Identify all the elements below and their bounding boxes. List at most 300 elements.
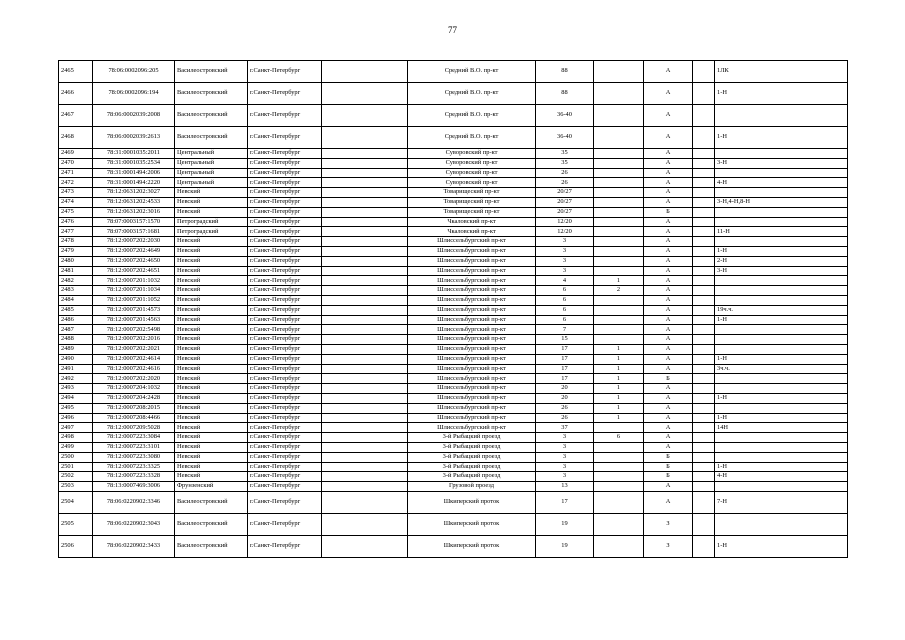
premises-cell <box>715 482 848 492</box>
city-cell: г.Санкт-Петербург <box>248 197 322 207</box>
premises-cell: 11-Н <box>715 227 848 237</box>
building-number-cell <box>594 423 644 433</box>
table-row <box>59 286 848 296</box>
city-cell: г.Санкт-Петербург <box>248 83 322 105</box>
district-cell: Невский <box>175 256 248 266</box>
street-cell: Шлиссельбургский пр-кт <box>408 403 536 413</box>
district-cell: Невский <box>175 266 248 276</box>
building-number-cell: 2 <box>594 286 644 296</box>
premises-cell <box>715 217 848 227</box>
city-cell: г.Санкт-Петербург <box>248 403 322 413</box>
table-row <box>59 178 848 188</box>
house-number-cell: 17 <box>536 354 594 364</box>
district-cell: Невский <box>175 315 248 325</box>
letter-cell: А <box>644 393 693 403</box>
city-cell: г.Санкт-Петербург <box>248 413 322 423</box>
house-number-cell: 3 <box>536 246 594 256</box>
street-cell: Суворовский пр-кт <box>408 168 536 178</box>
city-cell: г.Санкт-Петербург <box>248 207 322 217</box>
row-number-cell: 2486 <box>59 315 93 325</box>
district-cell: Невский <box>175 246 248 256</box>
house-number-cell: 17 <box>536 374 594 384</box>
empty-cell-cell <box>322 158 408 168</box>
cadastral-number-cell: 78:12:0007202:2016 <box>93 335 175 345</box>
table-row <box>59 452 848 462</box>
house-number-cell: 17 <box>536 344 594 354</box>
empty-cell-cell <box>322 286 408 296</box>
district-cell: Невский <box>175 276 248 286</box>
empty-cell-cell <box>322 364 408 374</box>
district-cell: Василеостровский <box>175 61 248 83</box>
building-number-cell <box>594 207 644 217</box>
premises-cell <box>715 403 848 413</box>
table-row <box>59 83 848 105</box>
table-row <box>59 207 848 217</box>
letter-cell: З <box>644 513 693 535</box>
street-cell: Чкаловский пр-кт <box>408 227 536 237</box>
row-number-cell: 2494 <box>59 393 93 403</box>
table-row <box>59 315 848 325</box>
empty-cell-cell <box>693 423 715 433</box>
row-number-cell: 2479 <box>59 246 93 256</box>
street-cell: Шлиссельбургский пр-кт <box>408 295 536 305</box>
district-cell: Петроградский <box>175 227 248 237</box>
empty-cell-cell <box>693 535 715 557</box>
city-cell: г.Санкт-Петербург <box>248 335 322 345</box>
premises-cell <box>715 344 848 354</box>
empty-cell-cell <box>693 403 715 413</box>
row-number-cell: 2471 <box>59 168 93 178</box>
premises-cell <box>715 149 848 159</box>
house-number-cell: 35 <box>536 149 594 159</box>
house-number-cell: 88 <box>536 61 594 83</box>
district-cell: Невский <box>175 384 248 394</box>
house-number-cell: 3 <box>536 472 594 482</box>
letter-cell: Б <box>644 472 693 482</box>
empty-cell-cell <box>693 442 715 452</box>
empty-cell-cell <box>322 482 408 492</box>
street-cell: Средний В.О. пр-кт <box>408 83 536 105</box>
building-number-cell <box>594 149 644 159</box>
district-cell: Невский <box>175 423 248 433</box>
letter-cell: Б <box>644 462 693 472</box>
letter-cell: Б <box>644 452 693 462</box>
street-cell: 3-й Рыбацкий проезд <box>408 452 536 462</box>
city-cell: г.Санкт-Петербург <box>248 178 322 188</box>
empty-cell-cell <box>322 256 408 266</box>
row-number-cell: 2481 <box>59 266 93 276</box>
city-cell: г.Санкт-Петербург <box>248 276 322 286</box>
premises-cell: 1-Н <box>715 127 848 149</box>
city-cell: г.Санкт-Петербург <box>248 393 322 403</box>
street-cell: Шлиссельбургский пр-кт <box>408 256 536 266</box>
city-cell: г.Санкт-Петербург <box>248 462 322 472</box>
premises-cell <box>715 384 848 394</box>
empty-cell-cell <box>693 158 715 168</box>
building-number-cell <box>594 482 644 492</box>
row-number-cell: 2477 <box>59 227 93 237</box>
empty-cell-cell <box>693 276 715 286</box>
building-number-cell <box>594 105 644 127</box>
city-cell: г.Санкт-Петербург <box>248 384 322 394</box>
letter-cell: А <box>644 423 693 433</box>
cadastral-number-cell: 78:12:0007202:4614 <box>93 354 175 364</box>
table-row <box>59 295 848 305</box>
street-cell: Шкиперский проток <box>408 513 536 535</box>
empty-cell-cell <box>693 149 715 159</box>
cadastral-number-cell: 78:31:0001494:2006 <box>93 168 175 178</box>
premises-cell <box>715 286 848 296</box>
district-cell: Невский <box>175 305 248 315</box>
building-number-cell <box>594 491 644 513</box>
house-number-cell: 17 <box>536 491 594 513</box>
district-cell: Василеостровский <box>175 105 248 127</box>
row-number-cell: 2466 <box>59 83 93 105</box>
empty-cell-cell <box>693 305 715 315</box>
city-cell: г.Санкт-Петербург <box>248 472 322 482</box>
street-cell: Шлиссельбургский пр-кт <box>408 423 536 433</box>
table-row <box>59 513 848 535</box>
row-number-cell: 2475 <box>59 207 93 217</box>
table-row <box>59 325 848 335</box>
letter-cell: А <box>644 149 693 159</box>
letter-cell: А <box>644 286 693 296</box>
empty-cell-cell <box>322 393 408 403</box>
city-cell: г.Санкт-Петербург <box>248 315 322 325</box>
house-number-cell: 6 <box>536 315 594 325</box>
city-cell: г.Санкт-Петербург <box>248 433 322 443</box>
district-cell: Невский <box>175 462 248 472</box>
cadastral-number-cell: 78:12:0007208:2015 <box>93 403 175 413</box>
table-row <box>59 188 848 198</box>
city-cell: г.Санкт-Петербург <box>248 442 322 452</box>
city-cell: г.Санкт-Петербург <box>248 491 322 513</box>
table-row <box>59 276 848 286</box>
cadastral-number-cell: 78:12:0007202:4616 <box>93 364 175 374</box>
row-number-cell: 2484 <box>59 295 93 305</box>
letter-cell: А <box>644 491 693 513</box>
street-cell: Шкиперский проток <box>408 491 536 513</box>
empty-cell-cell <box>693 217 715 227</box>
district-cell: Невский <box>175 188 248 198</box>
street-cell: 3-й Рыбацкий проезд <box>408 462 536 472</box>
building-number-cell: 1 <box>594 276 644 286</box>
letter-cell: А <box>644 266 693 276</box>
premises-cell: 1-Н <box>715 354 848 364</box>
house-number-cell: 3 <box>536 256 594 266</box>
house-number-cell: 36-40 <box>536 127 594 149</box>
cadastral-number-cell: 78:06:0002096:205 <box>93 61 175 83</box>
building-number-cell <box>594 472 644 482</box>
cadastral-number-cell: 78:31:0001035:2011 <box>93 149 175 159</box>
premises-cell <box>715 295 848 305</box>
building-number-cell <box>594 513 644 535</box>
empty-cell-cell <box>322 535 408 557</box>
table-row <box>59 491 848 513</box>
cadastral-number-cell: 78:12:0007209:5028 <box>93 423 175 433</box>
empty-cell-cell <box>322 335 408 345</box>
district-cell: Невский <box>175 325 248 335</box>
row-number-cell: 2499 <box>59 442 93 452</box>
empty-cell-cell <box>693 472 715 482</box>
district-cell: Невский <box>175 344 248 354</box>
empty-cell-cell <box>322 276 408 286</box>
city-cell: г.Санкт-Петербург <box>248 374 322 384</box>
district-cell: Невский <box>175 354 248 364</box>
premises-cell <box>715 188 848 198</box>
row-number-cell: 2465 <box>59 61 93 83</box>
cadastral-number-cell: 78:12:0631202:4533 <box>93 197 175 207</box>
street-cell: Товарищеский пр-кт <box>408 188 536 198</box>
district-cell: Невский <box>175 413 248 423</box>
house-number-cell: 19 <box>536 535 594 557</box>
house-number-cell: 6 <box>536 295 594 305</box>
premises-cell <box>715 276 848 286</box>
cadastral-number-cell: 78:12:0007202:5498 <box>93 325 175 335</box>
letter-cell: А <box>644 315 693 325</box>
city-cell: г.Санкт-Петербург <box>248 344 322 354</box>
row-number-cell: 2505 <box>59 513 93 535</box>
building-number-cell: 1 <box>594 413 644 423</box>
district-cell: Невский <box>175 452 248 462</box>
letter-cell: А <box>644 364 693 374</box>
city-cell: г.Санкт-Петербург <box>248 305 322 315</box>
empty-cell-cell <box>693 207 715 217</box>
row-number-cell: 2506 <box>59 535 93 557</box>
letter-cell: А <box>644 325 693 335</box>
building-number-cell <box>594 188 644 198</box>
letter-cell: А <box>644 256 693 266</box>
letter-cell: А <box>644 344 693 354</box>
empty-cell-cell <box>693 127 715 149</box>
empty-cell-cell <box>322 246 408 256</box>
district-cell: Петроградский <box>175 217 248 227</box>
building-number-cell <box>594 442 644 452</box>
house-number-cell: 88 <box>536 83 594 105</box>
city-cell: г.Санкт-Петербург <box>248 237 322 247</box>
city-cell: г.Санкт-Петербург <box>248 286 322 296</box>
premises-cell: 4-Н <box>715 178 848 188</box>
row-number-cell: 2482 <box>59 276 93 286</box>
empty-cell-cell <box>322 266 408 276</box>
cadastral-number-cell: 78:07:0003157:1681 <box>93 227 175 237</box>
street-cell: Шлиссельбургский пр-кт <box>408 305 536 315</box>
table-row <box>59 482 848 492</box>
cadastral-number-cell: 78:12:0007204:1032 <box>93 384 175 394</box>
building-number-cell <box>594 217 644 227</box>
city-cell: г.Санкт-Петербург <box>248 354 322 364</box>
empty-cell-cell <box>322 472 408 482</box>
empty-cell-cell <box>693 384 715 394</box>
district-cell: Невский <box>175 433 248 443</box>
street-cell: 3-й Рыбацкий проезд <box>408 433 536 443</box>
city-cell: г.Санкт-Петербург <box>248 246 322 256</box>
empty-cell-cell <box>322 354 408 364</box>
premises-cell: 4-Н <box>715 472 848 482</box>
premises-cell: 3ч.ч. <box>715 364 848 374</box>
cadastral-number-cell: 78:06:0002096:194 <box>93 83 175 105</box>
building-number-cell <box>594 325 644 335</box>
letter-cell: А <box>644 295 693 305</box>
empty-cell-cell <box>322 127 408 149</box>
empty-cell-cell <box>322 442 408 452</box>
row-number-cell: 2491 <box>59 364 93 374</box>
house-number-cell: 36-40 <box>536 105 594 127</box>
premises-cell: 1-Н <box>715 535 848 557</box>
empty-cell-cell <box>693 325 715 335</box>
district-cell: Фрунзенский <box>175 482 248 492</box>
table-row <box>59 413 848 423</box>
letter-cell: А <box>644 246 693 256</box>
letter-cell: А <box>644 168 693 178</box>
empty-cell-cell <box>322 491 408 513</box>
district-cell: Невский <box>175 237 248 247</box>
street-cell: Шлиссельбургский пр-кт <box>408 286 536 296</box>
table-row <box>59 256 848 266</box>
house-number-cell: 26 <box>536 403 594 413</box>
letter-cell: А <box>644 127 693 149</box>
empty-cell-cell <box>693 433 715 443</box>
city-cell: г.Санкт-Петербург <box>248 266 322 276</box>
district-cell: Невский <box>175 295 248 305</box>
street-cell: Шлиссельбургский пр-кт <box>408 364 536 374</box>
empty-cell-cell <box>322 513 408 535</box>
city-cell: г.Санкт-Петербург <box>248 188 322 198</box>
empty-cell-cell <box>322 344 408 354</box>
letter-cell: А <box>644 158 693 168</box>
letter-cell: А <box>644 354 693 364</box>
empty-cell-cell <box>322 217 408 227</box>
table-row <box>59 472 848 482</box>
premises-cell <box>715 335 848 345</box>
table-row <box>59 335 848 345</box>
cadastral-number-cell: 78:31:0001035:2534 <box>93 158 175 168</box>
cadastral-number-cell: 78:12:0007202:2030 <box>93 237 175 247</box>
table-row <box>59 168 848 178</box>
letter-cell: А <box>644 442 693 452</box>
street-cell: 3-й Рыбацкий проезд <box>408 472 536 482</box>
empty-cell-cell <box>322 462 408 472</box>
row-number-cell: 2489 <box>59 344 93 354</box>
district-cell: Невский <box>175 393 248 403</box>
table-row <box>59 127 848 149</box>
city-cell: г.Санкт-Петербург <box>248 217 322 227</box>
house-number-cell: 26 <box>536 178 594 188</box>
building-number-cell <box>594 83 644 105</box>
letter-cell: А <box>644 178 693 188</box>
empty-cell-cell <box>693 295 715 305</box>
empty-cell-cell <box>693 491 715 513</box>
empty-cell-cell <box>322 105 408 127</box>
city-cell: г.Санкт-Петербург <box>248 423 322 433</box>
row-number-cell: 2483 <box>59 286 93 296</box>
page-number: 77 <box>448 25 457 35</box>
city-cell: г.Санкт-Петербург <box>248 535 322 557</box>
house-number-cell: 20/27 <box>536 207 594 217</box>
building-number-cell <box>594 305 644 315</box>
street-cell: Средний В.О. пр-кт <box>408 105 536 127</box>
premises-cell <box>715 442 848 452</box>
empty-cell-cell <box>693 374 715 384</box>
house-number-cell: 13 <box>536 482 594 492</box>
cadastral-number-cell: 78:06:0220902:3346 <box>93 491 175 513</box>
district-cell: Невский <box>175 197 248 207</box>
city-cell: г.Санкт-Петербург <box>248 168 322 178</box>
street-cell: Средний В.О. пр-кт <box>408 61 536 83</box>
row-number-cell: 2490 <box>59 354 93 364</box>
letter-cell: А <box>644 276 693 286</box>
house-number-cell: 4 <box>536 276 594 286</box>
building-number-cell <box>594 462 644 472</box>
empty-cell-cell <box>322 178 408 188</box>
empty-cell-cell <box>693 178 715 188</box>
district-cell: Василеостровский <box>175 513 248 535</box>
empty-cell-cell <box>693 344 715 354</box>
table-row <box>59 442 848 452</box>
premises-cell: 1-Н <box>715 315 848 325</box>
empty-cell-cell <box>693 413 715 423</box>
street-cell: Шлиссельбургский пр-кт <box>408 413 536 423</box>
letter-cell: А <box>644 83 693 105</box>
city-cell: г.Санкт-Петербург <box>248 452 322 462</box>
table-row <box>59 403 848 413</box>
empty-cell-cell <box>322 384 408 394</box>
building-number-cell <box>594 266 644 276</box>
street-cell: Шлиссельбургский пр-кт <box>408 335 536 345</box>
building-number-cell <box>594 158 644 168</box>
premises-cell: 14Н <box>715 423 848 433</box>
empty-cell-cell <box>693 482 715 492</box>
premises-cell: 3-Н,4-Н,8-Н <box>715 197 848 207</box>
empty-cell-cell <box>322 403 408 413</box>
letter-cell: А <box>644 105 693 127</box>
row-number-cell: 2470 <box>59 158 93 168</box>
table-row <box>59 364 848 374</box>
building-number-cell <box>594 246 644 256</box>
empty-cell-cell <box>322 374 408 384</box>
cadastral-number-cell: 78:12:0007202:2021 <box>93 344 175 354</box>
city-cell: г.Санкт-Петербург <box>248 158 322 168</box>
street-cell: Грузовой проезд <box>408 482 536 492</box>
letter-cell: А <box>644 482 693 492</box>
empty-cell-cell <box>322 83 408 105</box>
house-number-cell: 20/27 <box>536 197 594 207</box>
premises-cell: 3-Н <box>715 158 848 168</box>
building-number-cell: 1 <box>594 344 644 354</box>
table-row <box>59 61 848 83</box>
row-number-cell: 2501 <box>59 462 93 472</box>
premises-cell <box>715 433 848 443</box>
house-number-cell: 37 <box>536 423 594 433</box>
cadastral-number-cell: 78:06:0002039:2008 <box>93 105 175 127</box>
street-cell: Шлиссельбургский пр-кт <box>408 354 536 364</box>
cadastral-number-cell: 78:31:0001494:2220 <box>93 178 175 188</box>
cadastral-number-cell: 78:06:0220902:3433 <box>93 535 175 557</box>
street-cell: Чкаловский пр-кт <box>408 217 536 227</box>
empty-cell-cell <box>322 168 408 178</box>
empty-cell-cell <box>693 286 715 296</box>
empty-cell-cell <box>693 452 715 462</box>
table-row <box>59 197 848 207</box>
street-cell: Шлиссельбургский пр-кт <box>408 237 536 247</box>
cadastral-number-cell: 78:12:0007201:1034 <box>93 286 175 296</box>
cadastral-number-cell: 78:06:0002039:2613 <box>93 127 175 149</box>
empty-cell-cell <box>322 315 408 325</box>
premises-cell: 2-Н <box>715 256 848 266</box>
empty-cell-cell <box>322 325 408 335</box>
letter-cell: А <box>644 227 693 237</box>
premises-cell: 1ЛК <box>715 61 848 83</box>
